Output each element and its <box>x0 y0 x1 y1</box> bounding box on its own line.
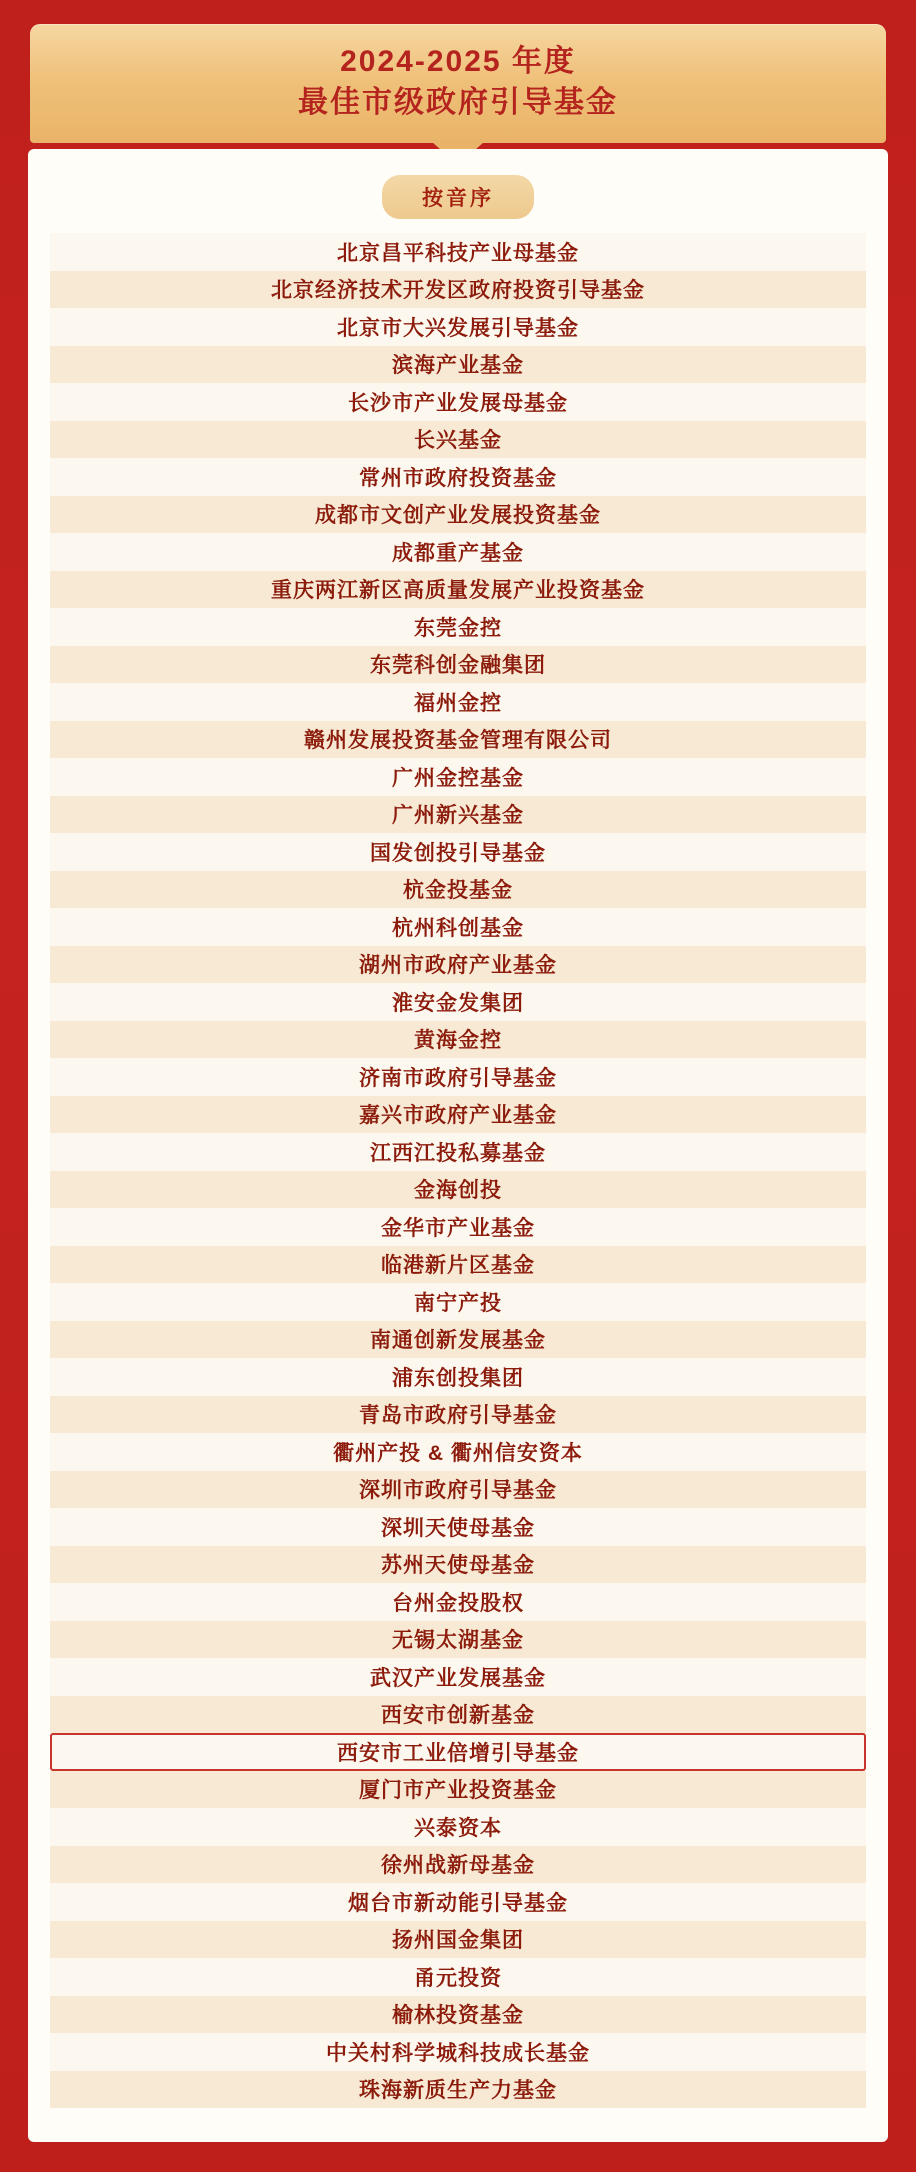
list-item: 嘉兴市政府产业基金 <box>50 1096 866 1134</box>
list-item: 南通创新发展基金 <box>50 1321 866 1359</box>
list-item: 无锡太湖基金 <box>50 1621 866 1659</box>
list-item: 徐州战新母基金 <box>50 1846 866 1884</box>
title-banner <box>30 24 886 143</box>
list-item: 福州金控 <box>50 683 866 721</box>
list-item: 金海创投 <box>50 1171 866 1209</box>
list-item: 广州新兴基金 <box>50 796 866 834</box>
banner-wrapper <box>28 24 888 143</box>
list-item: 成都市文创产业发展投资基金 <box>50 496 866 534</box>
list-item: 滨海产业基金 <box>50 346 866 384</box>
list-item: 浦东创投集团 <box>50 1358 866 1396</box>
list-item: 厦门市产业投资基金 <box>50 1771 866 1809</box>
list-item: 西安市创新基金 <box>50 1696 866 1734</box>
list-item: 兴泰资本 <box>50 1808 866 1846</box>
list-item: 常州市政府投资基金 <box>50 458 866 496</box>
list-item: 长兴基金 <box>50 421 866 459</box>
list-item: 淮安金发集团 <box>50 983 866 1021</box>
list-item: 江西江投私募基金 <box>50 1133 866 1171</box>
list-item: 临港新片区基金 <box>50 1246 866 1284</box>
list-item: 东莞金控 <box>50 608 866 646</box>
list-item: 深圳天使母基金 <box>50 1508 866 1546</box>
fund-list <box>50 233 866 2108</box>
list-item: 杭州科创基金 <box>50 908 866 946</box>
sort-order-badge: 按音序 <box>382 175 534 219</box>
list-item: 金华市产业基金 <box>50 1208 866 1246</box>
list-item: 北京昌平科技产业母基金 <box>50 233 866 271</box>
list-item: 成都重产基金 <box>50 533 866 571</box>
list-item: 台州金投股权 <box>50 1583 866 1621</box>
list-item: 北京市大兴发展引导基金 <box>50 308 866 346</box>
list-item: 杭金投基金 <box>50 871 866 909</box>
list-item: 中关村科学城科技成长基金 <box>50 2033 866 2071</box>
list-item: 湖州市政府产业基金 <box>50 946 866 984</box>
list-item: 济南市政府引导基金 <box>50 1058 866 1096</box>
page-title-award: 最佳市级政府引导基金 <box>298 85 618 119</box>
list-item: 衢州产投 & 衢州信安资本 <box>50 1433 866 1471</box>
sort-pill-wrapper <box>50 175 866 219</box>
list-item: 广州金控基金 <box>50 758 866 796</box>
list-item: 东莞科创金融集团 <box>50 646 866 684</box>
list-item: 赣州发展投资基金管理有限公司 <box>50 721 866 759</box>
list-item: 重庆两江新区高质量发展产业投资基金 <box>50 571 866 609</box>
list-item: 长沙市产业发展母基金 <box>50 383 866 421</box>
page-title-year: 2024-2025 年度 <box>340 45 576 78</box>
list-card <box>28 149 888 2142</box>
list-item: 扬州国金集团 <box>50 1921 866 1959</box>
list-item: 国发创投引导基金 <box>50 833 866 871</box>
list-item: 甬元投资 <box>50 1958 866 1996</box>
list-item: 北京经济技术开发区政府投资引导基金 <box>50 271 866 309</box>
list-item: 深圳市政府引导基金 <box>50 1471 866 1509</box>
list-item: 南宁产投 <box>50 1283 866 1321</box>
list-item: 青岛市政府引导基金 <box>50 1396 866 1434</box>
list-item: 榆林投资基金 <box>50 1996 866 2034</box>
list-item: 武汉产业发展基金 <box>50 1658 866 1696</box>
list-item: 黄海金控 <box>50 1021 866 1059</box>
list-item: 西安市工业倍增引导基金 <box>50 1733 866 1771</box>
list-item: 苏州天使母基金 <box>50 1546 866 1584</box>
list-item: 烟台市新动能引导基金 <box>50 1883 866 1921</box>
list-item: 珠海新质生产力基金 <box>50 2071 866 2109</box>
